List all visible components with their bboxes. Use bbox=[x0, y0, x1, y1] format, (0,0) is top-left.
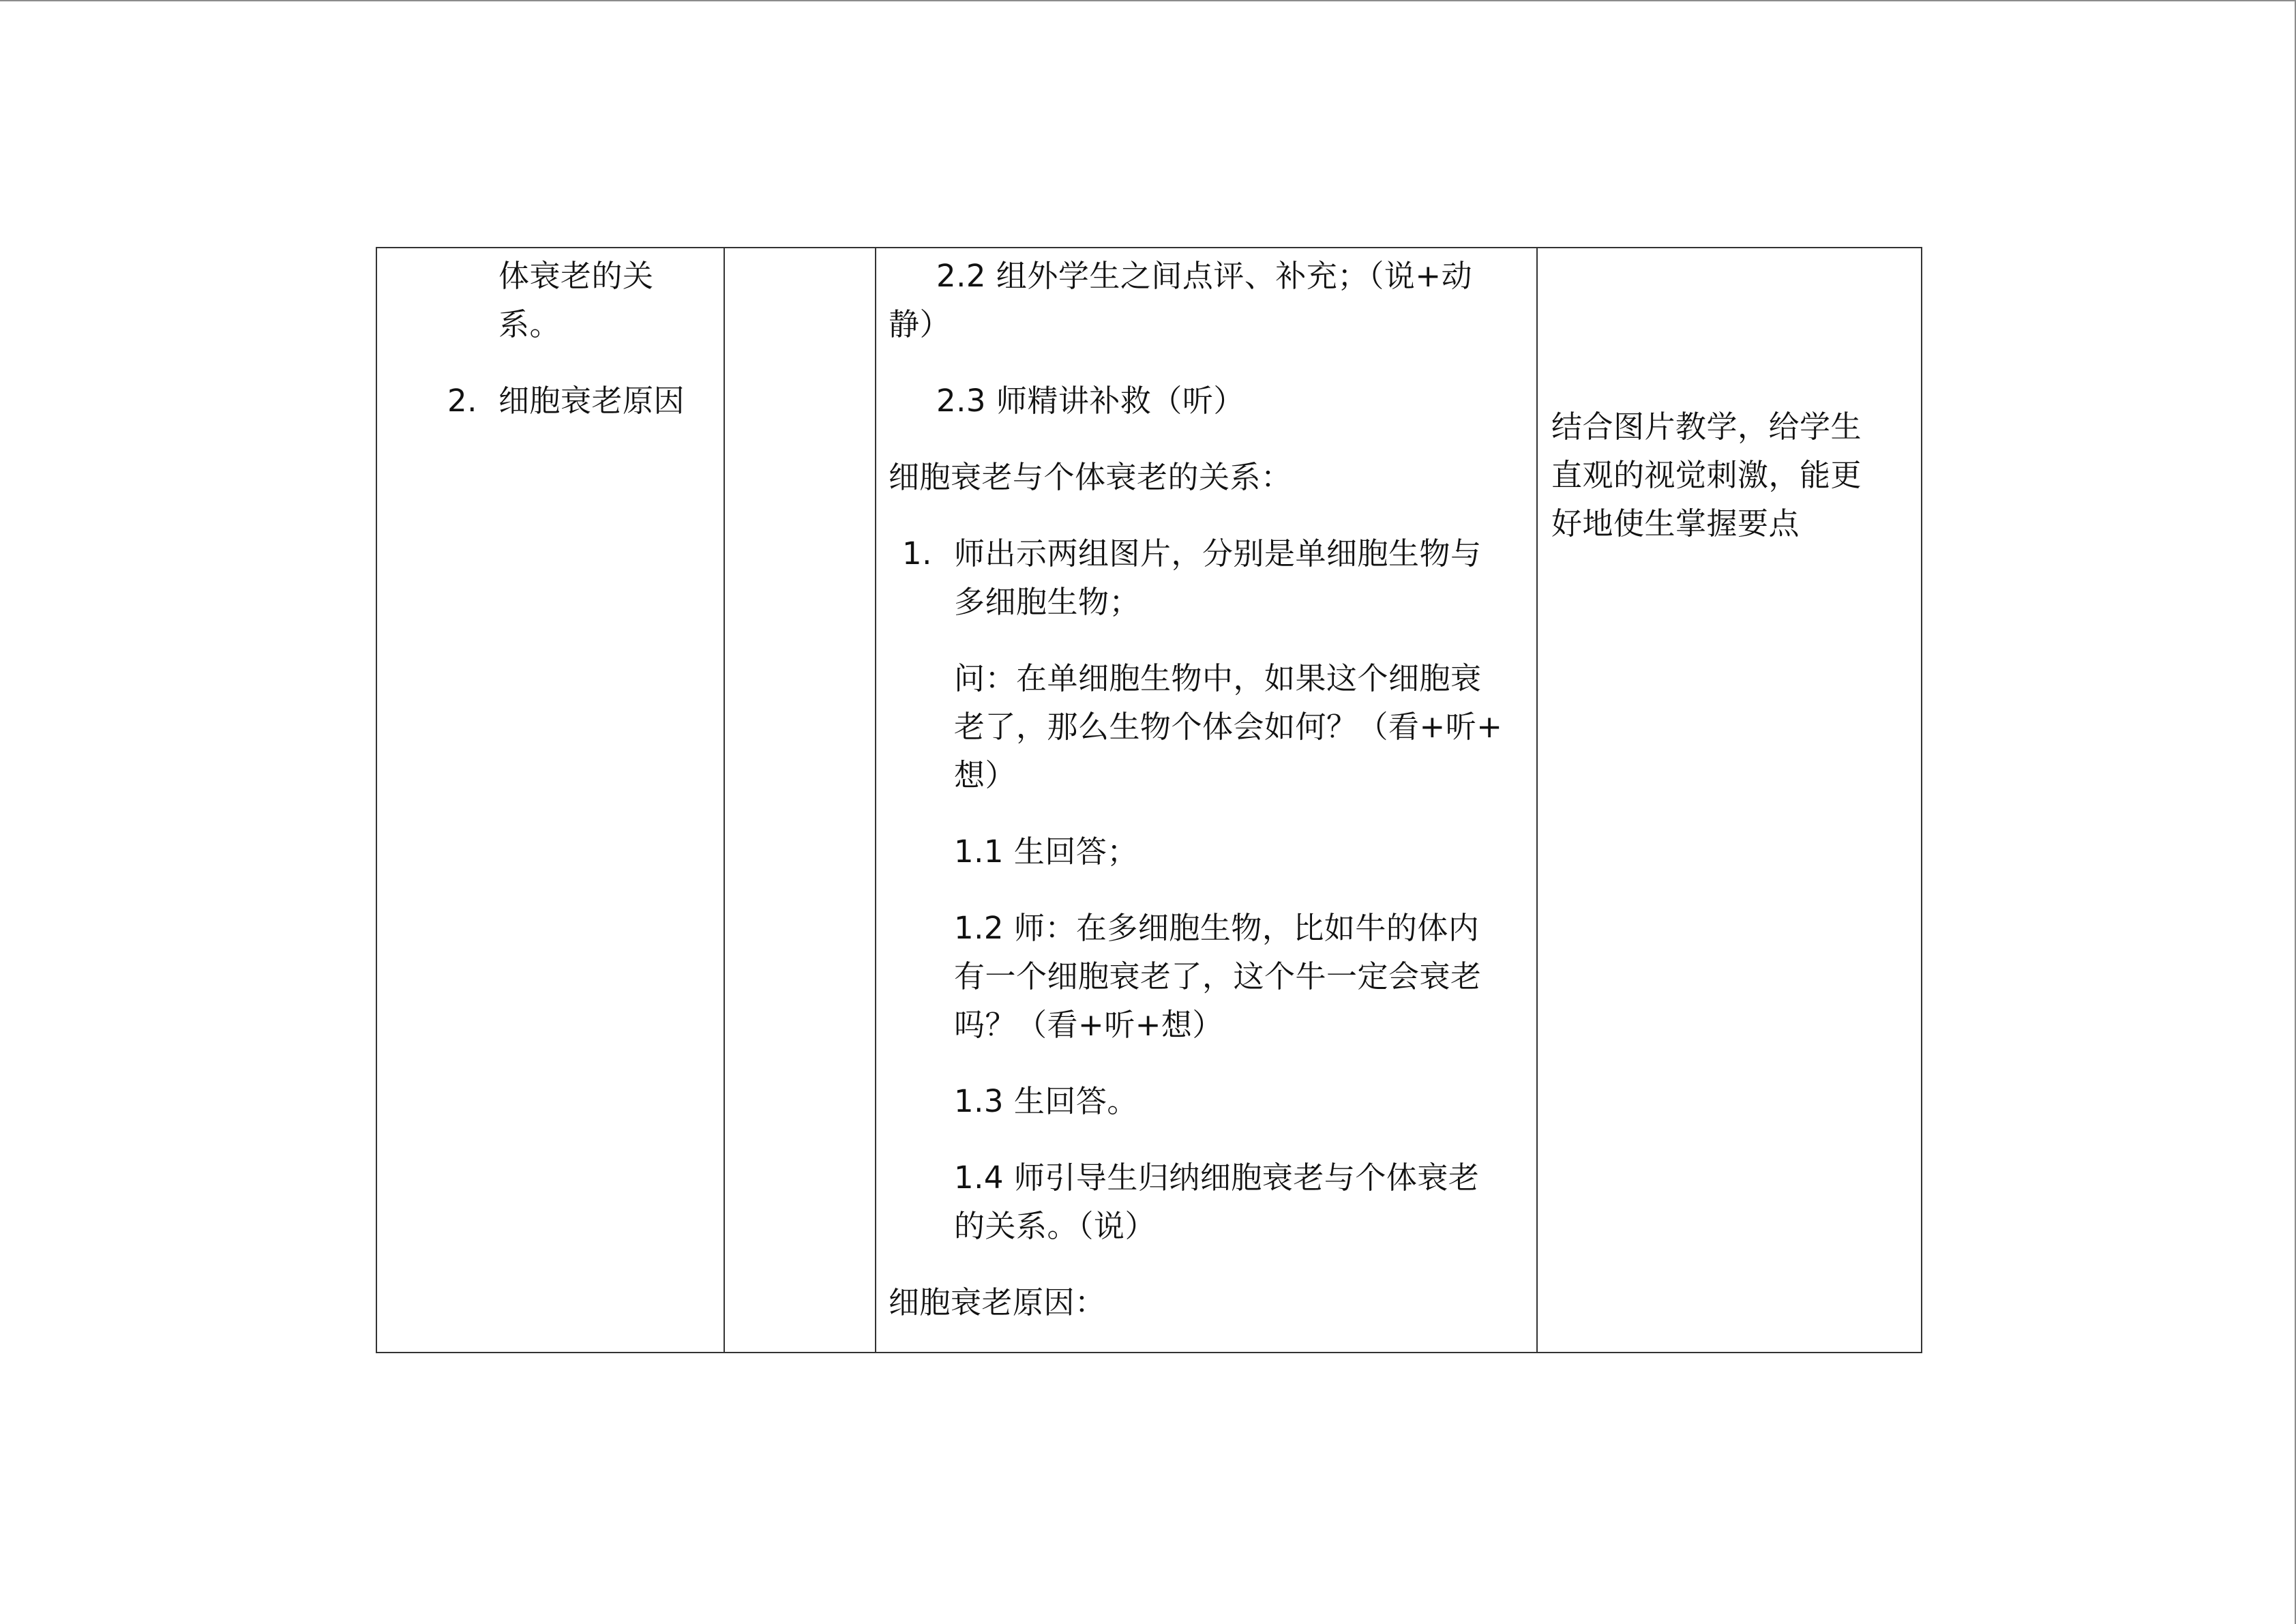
activity-line: 多细胞生物； bbox=[954, 584, 1141, 620]
activity-line: 吗？（看+听+想） bbox=[954, 1007, 1223, 1043]
column-divider-3 bbox=[1536, 248, 1538, 1352]
activity-line: 静） bbox=[889, 306, 951, 342]
question-line: 想） bbox=[954, 757, 1017, 793]
question-line: 问：在单细胞生物中，如果这个细胞衰 bbox=[954, 660, 1482, 696]
content-outline-line: 系。 bbox=[498, 306, 561, 342]
outline-item-text: 细胞衰老原因 bbox=[498, 383, 685, 419]
content-outline-line: 体衰老的关 bbox=[498, 258, 654, 294]
column-divider-2 bbox=[875, 248, 876, 1352]
design-intent-line: 好地使生掌握要点 bbox=[1551, 505, 1800, 542]
activity-line: 的关系。（说） bbox=[954, 1208, 1157, 1244]
activity-line: 师出示两组图片，分别是单细胞生物与 bbox=[954, 535, 1482, 572]
outline-item-number: 2. bbox=[447, 383, 477, 419]
design-intent-line: 结合图片教学，给学生 bbox=[1551, 409, 1862, 445]
column-divider-1 bbox=[724, 248, 725, 1352]
activity-line: 有一个细胞衰老了，这个牛一定会衰老 bbox=[954, 958, 1482, 994]
design-intent-line: 直观的视觉刺激，能更 bbox=[1551, 457, 1862, 493]
section-heading: 细胞衰老原因： bbox=[889, 1284, 1106, 1320]
activity-line: 2.2 组外学生之间点评、补充；（说+动 bbox=[936, 258, 1473, 294]
section-heading: 细胞衰老与个体衰老的关系： bbox=[889, 459, 1292, 495]
activity-line: 1.4 师引导生归纳细胞衰老与个体衰老 bbox=[954, 1160, 1480, 1196]
activity-line: 2.3 师精讲补救（听） bbox=[936, 383, 1244, 419]
activity-line: 1.2 师：在多细胞生物，比如牛的体内 bbox=[954, 910, 1480, 946]
question-line: 老了，那么生物个体会如何？（看+听+ bbox=[954, 709, 1503, 745]
activity-line: 1.3 生回答。 bbox=[954, 1083, 1138, 1119]
list-item-number: 1. bbox=[902, 535, 932, 572]
lesson-plan-table bbox=[376, 247, 1922, 1353]
activity-line: 1.1 生回答； bbox=[954, 833, 1138, 870]
